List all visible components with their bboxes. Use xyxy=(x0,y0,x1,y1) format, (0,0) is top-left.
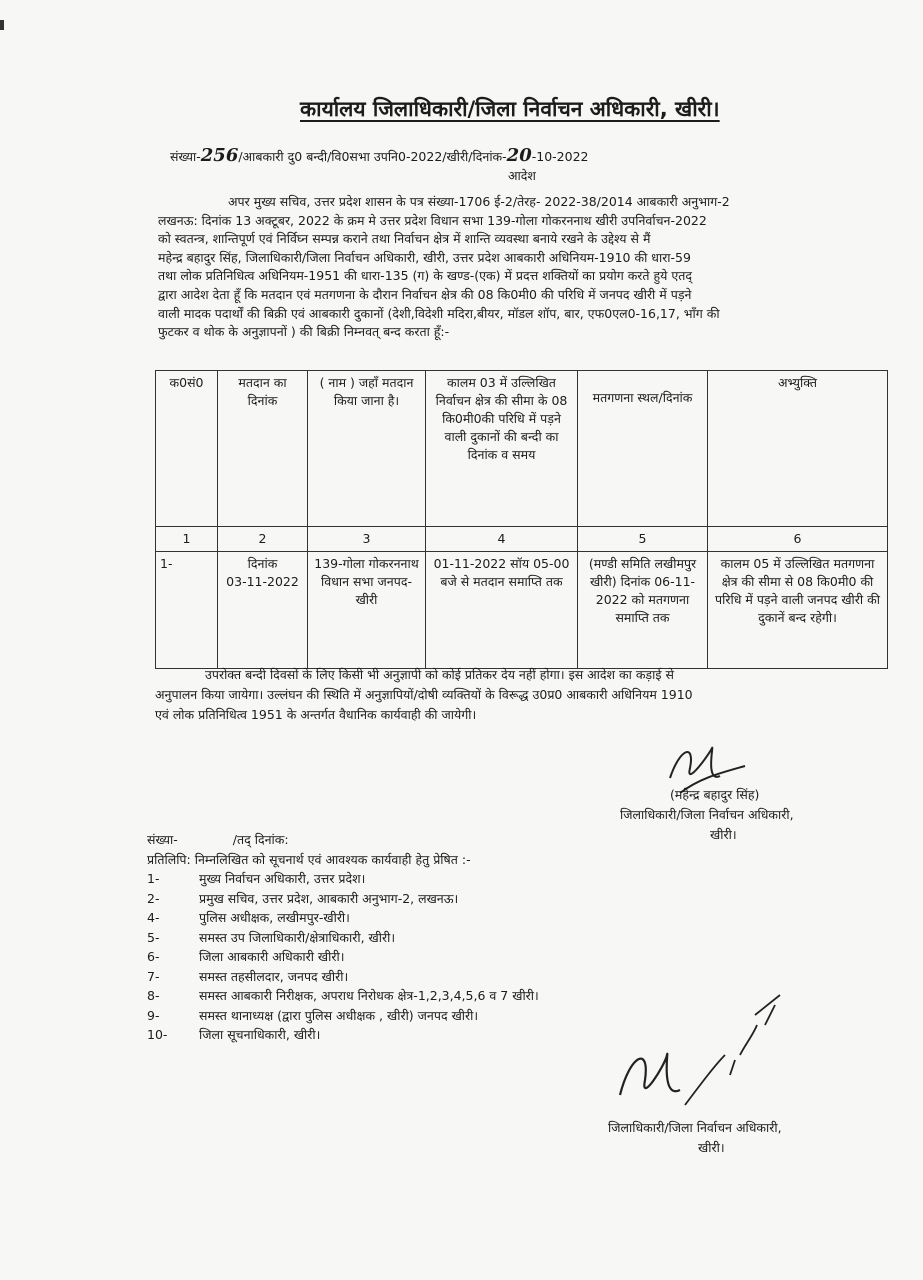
ref-month-year: -10-2022 xyxy=(531,149,589,164)
cell-remarks: कालम 05 में उल्लिखित मतगणना क्षेत्र की सीमा से 08 कि0मी0 की परिधि में पड़ने वाली जनपद खीरी की दुकानें बन्द रहेगी। xyxy=(708,552,888,669)
scan-edge-mark xyxy=(0,20,4,30)
body-line: तथा लोक प्रतिनिधित्व अधिनियम-1951 की धारा-135 (ग) के खण्ड-(एक) में प्रदत्त शक्तियों का प्रयोग करते हुये एतद् xyxy=(158,268,693,284)
body-line: वाली मादक पदार्थों की बिक्री एवं आबकारी दुकानों (देशी,विदेशी मदिरा,बीयर, मॉडल शॉप, बार, एफ0एल0-16,17, भाँग की xyxy=(158,305,720,321)
list-item: 5- समस्त उप जिलाधिकारी/क्षेत्राधिकारी, खीरी। xyxy=(147,929,396,945)
header-poll-date: मतदान का दिनांक xyxy=(218,371,308,527)
cell-closure: 01-11-2022 सॉय 05-00 बजे से मतदान समाप्ति तक xyxy=(426,552,578,669)
list-item: 2- प्रमुख सचिव, उत्तर प्रदेश, आबकारी अनुभाग-2, लखनऊ। xyxy=(147,890,459,906)
body-line: अपर मुख्य सचिव, उत्तर प्रदेश शासन के पत्र संख्या-1706 ई-2/तेरह- 2022-38/2014 आबकारी अनुभाग-2 xyxy=(228,194,730,209)
body-line: द्वारा आदेश देता हूँ कि मतदान एवं मतगणना के दौरान निर्वाचन क्षेत्र की 08 कि0मी0 की परिधि में जनपद खीरी में पड़ने xyxy=(158,286,692,302)
table-row xyxy=(156,552,888,669)
signatory-name: (महेन्द्र बहादुर सिंह) xyxy=(670,787,760,802)
body-line: महेन्द्र बहादुर सिंह, जिलाधिकारी/जिला निर्वाचन अधिकारी, खीरी, उत्तर प्रदेश आबकारी अधिनियम-1910 की धारा-59 xyxy=(158,249,691,265)
list-item: 8- समस्त आबकारी निरीक्षक, अपराध निरोधक क्षेत्र-1,2,3,4,5,6 व 7 खीरी। xyxy=(147,988,539,1003)
col-number: 3 xyxy=(308,527,426,552)
header-remarks: अभ्युक्ति xyxy=(708,371,888,527)
ref-day-handwritten: 20 xyxy=(506,145,532,166)
order-heading: आदेश xyxy=(508,168,536,183)
body-line: को स्वतन्त्र, शान्तिपूर्ण एवं निर्विघ्न सम्पन्न कराने तथा निर्वाचन क्षेत्र में शान्ति व्यवस्था बनाये रखने के उद्देश्य से मैं xyxy=(158,231,651,247)
signatory-designation: जिलाधिकारी/जिला निर्वाचन अधिकारी, xyxy=(620,807,794,822)
list-item: 4- पुलिस अधीक्षक, लखीमपुर-खीरी। xyxy=(147,910,350,925)
header-constituency: ( नाम ) जहॉं मतदान किया जाना है। xyxy=(308,371,426,527)
col-number: 6 xyxy=(708,527,888,552)
signatory-place-2: खीरी। xyxy=(698,1140,725,1155)
header-closure: कालम 03 में उल्लिखित निर्वाचन क्षेत्र की सीमा के 08 कि0मी0की परिधि में पड़ने वाली दुकानों की बन्दी का दिनांक व समय xyxy=(426,371,578,527)
signatory-place: खीरी। xyxy=(710,827,737,842)
header-counting: मतगणना स्थल/दिनांक xyxy=(578,371,708,527)
col-number: 5 xyxy=(578,527,708,552)
ref-text: /आबकारी दु0 बन्दी/वि0सभा उपनि0-2022/खीरी/दिनांक- xyxy=(238,149,507,164)
cell-sno: 1- xyxy=(156,552,218,669)
signatory-designation-2: जिलाधिकारी/जिला निर्वाचन अधिकारी, xyxy=(608,1120,782,1135)
col-number: 1 xyxy=(156,527,218,552)
order-body-paragraph xyxy=(158,193,884,342)
body-line: फुटकर व थोक के अनुज्ञापनों ) की बिक्री निम्नवत् बन्द करता हूँ:- xyxy=(158,324,450,340)
signature-scribble-2 xyxy=(605,985,785,1125)
closing-line: अनुपालन किया जायेगा। उल्लंघन की स्थिति में अनुज्ञापियों/दोषी व्यक्तियों के विरूद्ध उ0प्र0 आबकारी अधिनियम 1910 xyxy=(155,687,693,702)
copy-ref-prefix: संख्या- xyxy=(147,832,178,847)
body-line: लखनऊ: दिनांक 13 अक्टूबर, 2022 के क्रम मे उत्तर प्रदेश विधान सभा 139-गोला गोकरननाथ खीरी उपनिर्वाचन-2022 xyxy=(158,212,707,228)
list-item: 7- समस्त तहसीलदार, जनपद खीरी। xyxy=(147,968,349,984)
poll-date-label: दिनांक xyxy=(247,556,278,571)
list-item: 6- जिला आबकारी अधिकारी खीरी। xyxy=(147,949,345,964)
ref-prefix: संख्या- xyxy=(170,149,201,164)
closure-table xyxy=(155,370,888,669)
office-title: कार्यालय जिलाधिकारी/जिला निर्वाचन अधिकारी, खीरी। xyxy=(300,97,720,121)
cell-constituency: 139-गोला गोकरननाथ विधान सभा जनपद-खीरी xyxy=(308,552,426,669)
table-header-row xyxy=(156,371,888,527)
reference-line xyxy=(170,145,730,166)
closing-paragraph xyxy=(155,665,885,725)
cell-poll-date xyxy=(218,552,308,669)
signature-block-2 xyxy=(608,1118,782,1158)
cell-counting: (मण्डी समिति लखीमपुर खीरी) दिनांक 06-11-2022 को मतगणना समाप्ति तक xyxy=(578,552,708,669)
list-item: 1- मुख्य निर्वाचन अधिकारी, उत्तर प्रदेश। xyxy=(147,871,366,886)
closing-line: एवं लोक प्रतिनिधित्व 1951 के अन्तर्गत वैधानिक कार्यवाही की जायेगी। xyxy=(155,707,477,722)
poll-date-value: 03-11-2022 xyxy=(226,574,299,589)
table-column-number-row xyxy=(156,527,888,552)
col-number: 2 xyxy=(218,527,308,552)
closing-line: उपरोक्त बन्दी दिवसों के लिए किसी भी अनुज्ञापी को कोई प्रतिकर देय नहीं होगा। इस आदेश का कड़ाई से xyxy=(205,667,674,682)
col-number: 4 xyxy=(426,527,578,552)
copy-ref-suffix: /तद् दिनांक: xyxy=(232,832,289,847)
list-item: 10- जिला सूचनाधिकारी, खीरी। xyxy=(147,1027,321,1042)
list-item: 9- समस्त थानाध्यक्ष (द्वारा पुलिस अधीक्षक , खीरी) जनपद खीरी। xyxy=(147,1007,479,1023)
copy-intro: प्रतिलिपि: निम्नलिखित को सूचनार्थ एवं आवश्यक कार्यवाही हेतु प्रेषित :- xyxy=(147,851,471,867)
copy-reference xyxy=(147,830,767,850)
ref-number-handwritten: 256 xyxy=(200,145,239,166)
header-sno: क0सं0 xyxy=(156,371,218,527)
